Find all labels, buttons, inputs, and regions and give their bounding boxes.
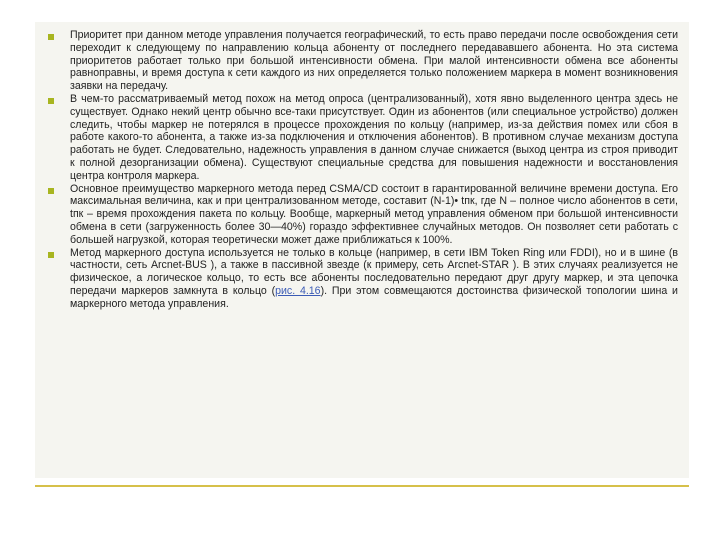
list-item [48,29,678,93]
bullet-text [70,247,678,311]
square-bullet-icon [48,252,54,258]
bottom-divider [35,485,689,487]
bullet-text-part: Метод маркерного доступа используется не только в кольце (например, в сети IBM Token Ring или FDDI), но и в шине (в частности, сеть Arcnet-BUS ), а также в пассивной звезде (к примеру, сеть Arcnet-STAR ). В этих случаях реализуется не физическое, а логическое кольцо, то есть все абоненты последовательно передают друг другу маркер, и эта цепочка передачи маркеров замкнута в кольцо ( [70,246,678,297]
list-item [48,183,678,247]
figure-link[interactable]: рис. 4.16 [275,284,321,297]
square-bullet-icon [48,188,54,194]
square-bullet-icon [48,98,54,104]
bullet-text: В чем-то рассматриваемый метод похож на метод опроса (централизованный), хотя явно выделенного центра здесь не существует. Однако некий центр обычно все-таки присутствует. Один из абонентов (или специальное устройство) должен следить, чтобы маркер не потерялся в процессе прохождения по кольцу (например, из-за действия помех или сбоя в работе какого-то абонента, а также из-за подключения и отключения абонентов). В противном случае механизм доступа работать не будет. Следовательно, надежность управления в данном случае снижается (выход центра из строя приводит к полной дезорганизации обмена). Существуют специальные средства для повышения надежности и восстановления центра контроля маркера. [70,92,678,182]
list-item [48,93,678,183]
bullet-text: Приоритет при данном методе управления получается географический, то есть право передачи после освобождения сети переходит к следующему по направлению кольца абоненту от последнего передававшего абонента. Но эта система приоритетов работает только при большой интенсивности обмена. При малой интенсивности обмена все абоненты равноправны, и время доступа к сети каждого из них определяется только положением маркера в момент возникновения заявки на передачу. [70,29,678,93]
list-item [48,247,678,311]
square-bullet-icon [48,34,54,40]
bullet-text-part: ). При этом совмещаются достоинства физической топологии шина и маркерного метода управления. [70,284,678,310]
bullet-text: Основное преимущество маркерного метода перед CSMA/CD состоит в гарантированной величине времени доступа. Его максимальная величина, как и при централизованном методе, составит (N-1)• tпк, где N – полное число абонентов в сети, tпк – время прохождения пакета по кольцу. Вообще, маркерный метод управления обменом при большой интенсивности обмена в сети (загруженность более 30—40%) гораздо эффективнее случайных методов. Он позволяет сети работать с большей нагрузкой, которая теоретически может даже приближаться к 100%. [70,182,678,246]
bullet-list [48,29,678,311]
